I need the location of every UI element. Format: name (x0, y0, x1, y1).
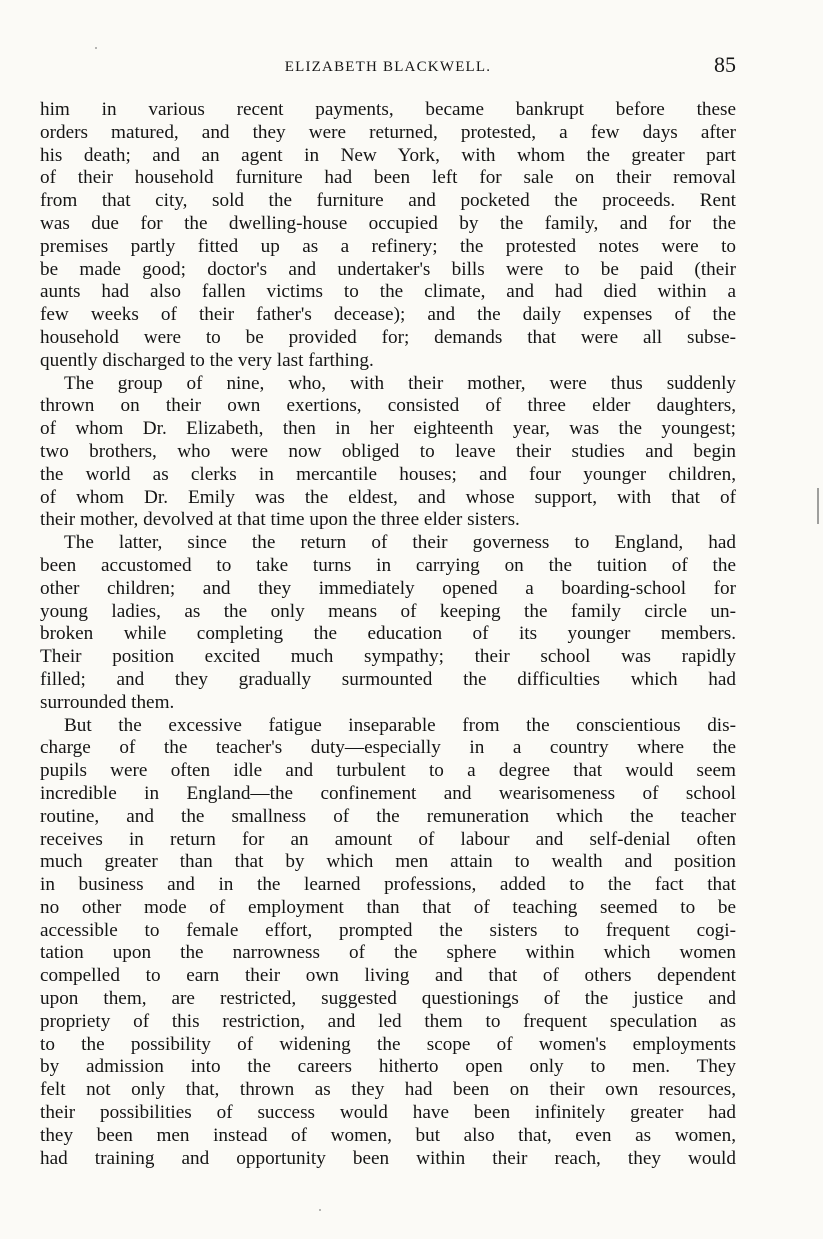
paragraph-end-line: their mother, devolved at that time upon the three elder sisters. (40, 509, 520, 531)
text-line: tation upon the narrowness of the sphere within which women (40, 942, 736, 964)
scan-speck (319, 1209, 321, 1211)
text-line: they been men instead of women, but also that, even as women, (40, 1124, 736, 1146)
paragraph-first-line: The group of nine, who, with their mother, were thus suddenly (64, 372, 736, 394)
running-title: ELIZABETH BLACKWELL. (284, 59, 492, 75)
text-line: of whom Dr. Elizabeth, then in her eighteenth year, was the youngest; (40, 418, 736, 440)
text-line: orders matured, and they were returned, protested, a few days after (40, 121, 736, 143)
text-line: him in various recent payments, became bankrupt before these (40, 99, 736, 120)
text-line: Their position excited much sympathy; their school was rapidly (40, 646, 736, 668)
text-line: incredible in England—the confinement and wearisomeness of school (40, 782, 736, 804)
text-line: upon them, are restricted, suggested questionings of the justice and (40, 988, 736, 1010)
text-line: filled; and they gradually surmounted the difficulties which had (40, 668, 736, 690)
text-line: had training and opportunity been within their reach, they would (40, 1147, 736, 1169)
paragraph-first-line: But the excessive fatigue inseparable from the conscientious dis- (64, 714, 736, 736)
text-line: pupils were often idle and turbulent to a degree that would seem (40, 760, 736, 782)
page-number: 85 (714, 52, 736, 77)
text-line: his death; and an agent in New York, with whom the greater part (40, 144, 736, 166)
text-line: much greater than that by which men attain to wealth and position (40, 851, 736, 873)
text-line: receives in return for an amount of labour and self-denial often (40, 828, 736, 850)
text-line: was due for the dwelling-house occupied by the family, and for the (40, 212, 736, 234)
text-line: of their household furniture had been left for sale on their removal (40, 167, 736, 189)
text-line: felt not only that, thrown as they had been on their own resources, (40, 1079, 736, 1101)
paragraph-end-line: quently discharged to the very last farthing. (40, 349, 374, 371)
text-line: from that city, sold the furniture and pocketed the proceeds. Rent (40, 190, 736, 212)
paragraph-first-line: The latter, since the return of their governess to England, had (64, 532, 736, 554)
text-line: broken while completing the education of its younger members. (40, 623, 736, 645)
scan-edge-mark (817, 488, 819, 524)
text-line: be made good; doctor's and undertaker's bills were to be paid (their (40, 258, 736, 280)
paragraph-end-line: surrounded them. (40, 691, 175, 713)
text-line: their possibilities of success would have been infinitely greater had (40, 1102, 736, 1124)
scan-speck (95, 47, 97, 49)
text-line: the world as clerks in mercantile houses; and four younger children, (40, 463, 736, 485)
text-line: aunts had also fallen victims to the climate, and had died within a (40, 281, 736, 303)
text-line: two brothers, who were now obliged to leave their studies and begin (40, 440, 736, 462)
text-line: accessible to female effort, prompted the sisters to frequent cogi- (40, 919, 736, 941)
text-line: young ladies, as the only means of keeping the family circle un- (40, 600, 736, 622)
body-text (40, 99, 736, 1170)
text-line: other children; and they immediately opened a boarding-school for (40, 577, 736, 599)
text-line: charge of the teacher's duty—especially in a country where the (40, 737, 736, 759)
text-line: by admission into the careers hitherto open only to men. They (40, 1056, 736, 1078)
text-line: no other mode of employment than that of teaching seemed to be (40, 896, 736, 918)
text-line: household were to be provided for; demands that were all subse- (40, 326, 736, 348)
text-line: propriety of this restriction, and led them to frequent speculation as (40, 1010, 736, 1032)
text-line: of whom Dr. Emily was the eldest, and whose support, with that of (40, 486, 736, 508)
text-line: been accustomed to take turns in carrying on the tuition of the (40, 554, 736, 576)
text-line: compelled to earn their own living and that of others dependent (40, 965, 736, 987)
text-line: thrown on their own exertions, consisted of three elder daughters, (40, 395, 736, 417)
text-line: premises partly fitted up as a refinery; the protested notes were to (40, 235, 736, 257)
text-line: to the possibility of widening the scope of women's employments (40, 1033, 736, 1055)
text-line: in business and in the learned professions, added to the fact that (40, 874, 736, 896)
text-line: few weeks of their father's decease); and the daily expenses of the (40, 304, 736, 326)
running-header (40, 54, 736, 82)
text-line: routine, and the smallness of the remuneration which the teacher (40, 805, 736, 827)
